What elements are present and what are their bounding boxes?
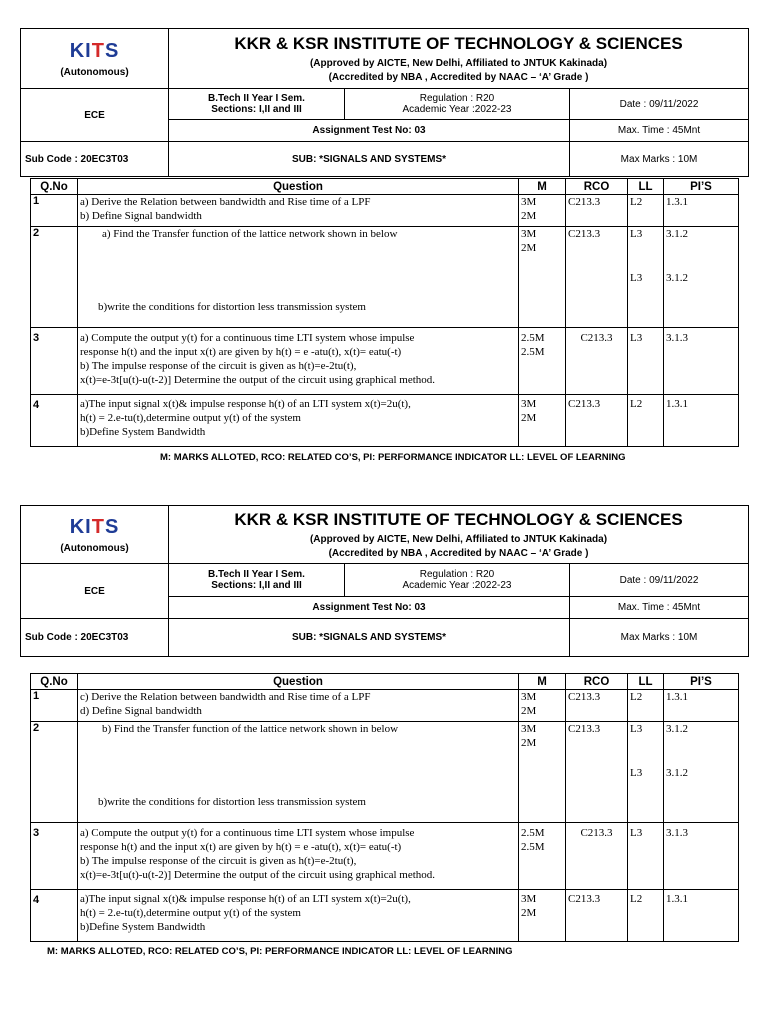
header-qno: Q.No [31, 179, 78, 195]
sub-code: Sub Code : 20EC3T03 [21, 142, 169, 177]
sub-code: Sub Code : 20EC3T03 [21, 619, 169, 657]
dept-cell: ECE [21, 89, 169, 142]
table-row: 3 a) Compute the output y(t) for a continuous time LTI system whose impulse response h(t) and the input x(t) are given by h(t) = e -atu(t), x(t)= eatu(-t) b) The impulse response of the circuit is given as h(t)=e-2tu(t), x(t)=e-3t[u(t)-u(t-2)] Determine the output of the circuit using graphical method. 2.5M 2.5M C213.3 L3 3.1.3 [31, 823, 739, 890]
table-row: 4 a)The input signal x(t)& impulse response h(t) of an LTI system x(t)=2u(t), h(t) = 2.e-tu(t),determine output y(t) of the system b)Define System Bandwidth 3M 2M C213.3 L2 1.3.1 [31, 890, 739, 942]
table-row: 1 a) Derive the Relation between bandwidth and Rise time of a LPF b) Define Signal bandwidth 3M 2M C213.3 L2 1.3.1 [31, 195, 739, 227]
autonomous-label: (Autonomous) [60, 66, 129, 78]
autonomous-label: (Autonomous) [60, 542, 129, 554]
header-marks: M [519, 179, 566, 195]
accreditation-line: (Accredited by NBA , Accredited by NAAC – ‘A’ Grade ) [328, 72, 589, 83]
sections: Sections: I,II and III [211, 104, 302, 115]
table-row: 4 a)The input signal x(t)& impulse response h(t) of an LTI system x(t)=2u(t), h(t) = 2.e-tu(t),determine output y(t) of the system b)Define System Bandwidth 3M 2M C213.3 L2 1.3.1 [31, 395, 739, 447]
max-time: Max. Time : 45Mnt [570, 597, 749, 619]
kits-logo: KITS [69, 515, 120, 538]
academic-year: Academic Year :2022-23 [402, 104, 512, 115]
footer-legend: M: MARKS ALLOTED, RCO: RELATED CO’S, PI: PERFORMANCE INDICATOR LL: LEVEL OF LEARNING [47, 946, 513, 957]
institute-name: KKR & KSR INSTITUTE OF TECHNOLOGY & SCIENCES [234, 34, 683, 53]
table-row: 3 a) Compute the output y(t) for a continuous time LTI system whose impulse response h(t) and the input x(t) are given by h(t) = e -atu(t), x(t)= eatu(-t) b) The impulse response of the circuit is given as h(t)=e-2tu(t), x(t)=e-3t[u(t)-u(t-2)] Determine the output of the circuit using graphical method. 2.5M 2.5M C213.3 L3 3.1.3 [31, 328, 739, 395]
sections: Sections: I,II and III [211, 580, 302, 591]
header-question: Question [78, 179, 519, 195]
header-qno: Q.No [31, 674, 78, 690]
header-rco: RCO [566, 674, 628, 690]
year-sem: B.Tech II Year I Sem. [208, 569, 305, 580]
header-marks: M [519, 674, 566, 690]
questions-table [30, 673, 739, 942]
header-ll: LL [628, 674, 664, 690]
institute-title-cell [169, 29, 749, 89]
subject: SUB: *SIGNALS AND SYSTEMS* [169, 142, 570, 177]
header-ll: LL [628, 179, 664, 195]
max-marks: Max Marks : 10M [570, 142, 749, 177]
max-marks: Max Marks : 10M [570, 619, 749, 657]
year-sem: B.Tech II Year I Sem. [208, 93, 305, 104]
header-table [20, 28, 749, 177]
header-pis: PI’S [664, 179, 739, 195]
kits-logo: KITS [69, 39, 120, 62]
max-time: Max. Time : 45Mnt [570, 120, 749, 142]
institute-title-cell [169, 506, 749, 564]
date: Date : 09/11/2022 [570, 89, 749, 120]
date: Date : 09/11/2022 [570, 564, 749, 597]
questions-table [30, 178, 739, 447]
subject: SUB: *SIGNALS AND SYSTEMS* [169, 619, 570, 657]
logo-cell [21, 29, 169, 89]
table-row: 2 b) Find the Transfer function of the lattice network shown in below b)write the conditions for distortion less transmission system 3M 2M C213.3 L3 L3 3.1.2 3.1.2 [31, 722, 739, 823]
header-pis: PI’S [664, 674, 739, 690]
approval-line: (Approved by AICTE, New Delhi, Affiliated to JNTUK Kakinada) [309, 58, 608, 69]
regulation-cell [345, 564, 570, 597]
regulation: Regulation : R20 [419, 93, 495, 104]
year-sections-cell [169, 564, 345, 597]
header-rco: RCO [566, 179, 628, 195]
test-number: Assignment Test No: 03 [169, 120, 570, 142]
accreditation-line: (Accredited by NBA , Accredited by NAAC – ‘A’ Grade ) [328, 548, 589, 559]
header-question: Question [78, 674, 519, 690]
academic-year: Academic Year :2022-23 [402, 580, 512, 591]
dept-cell: ECE [21, 564, 169, 619]
test-number: Assignment Test No: 03 [169, 597, 570, 619]
logo-cell [21, 506, 169, 564]
header-table [20, 505, 749, 657]
table-row: 1 c) Derive the Relation between bandwidth and Rise time of a LPF d) Define Signal bandwidth 3M 2M C213.3 L2 1.3.1 [31, 690, 739, 722]
regulation-cell [345, 89, 570, 120]
approval-line: (Approved by AICTE, New Delhi, Affiliated to JNTUK Kakinada) [309, 534, 608, 545]
footer-legend: M: MARKS ALLOTED, RCO: RELATED CO’S, PI: PERFORMANCE INDICATOR LL: LEVEL OF LEARNING [160, 452, 626, 463]
table-row: 2 a) Find the Transfer function of the lattice network shown in below b)write the conditions for distortion less transmission system 3M 2M C213.3 L3 L3 3.1.2 3.1.2 [31, 227, 739, 328]
institute-name: KKR & KSR INSTITUTE OF TECHNOLOGY & SCIENCES [234, 510, 683, 529]
regulation: Regulation : R20 [419, 569, 495, 580]
year-sections-cell [169, 89, 345, 120]
